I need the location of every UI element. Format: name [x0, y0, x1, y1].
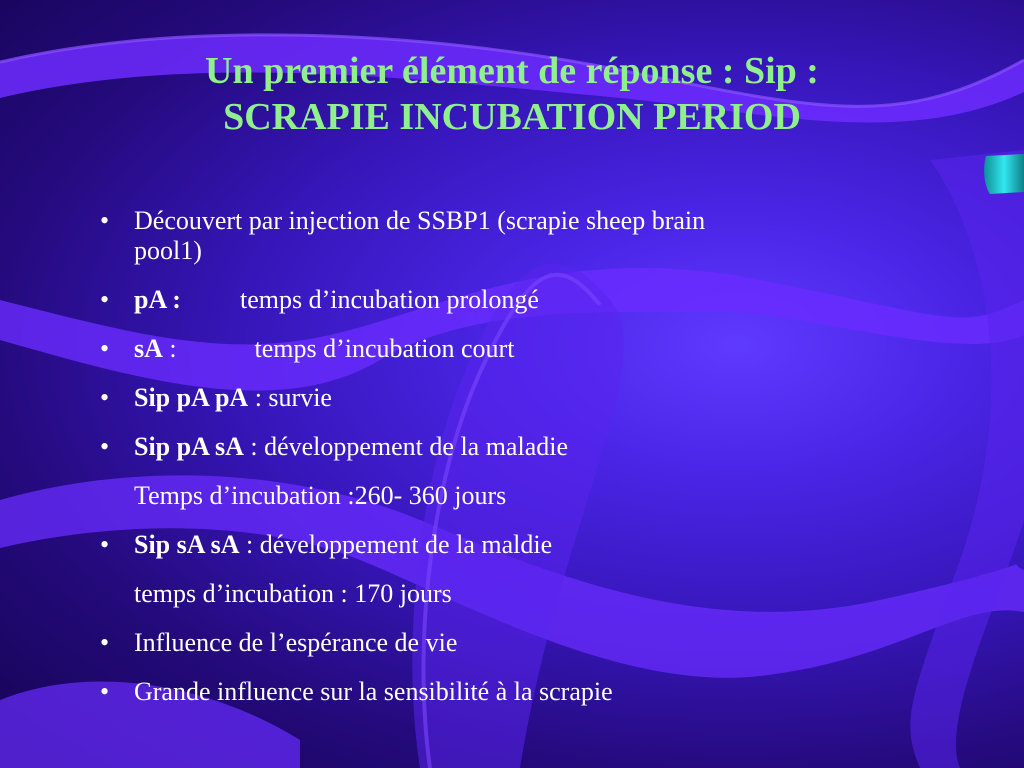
item-text: temps d’incubation court — [248, 334, 515, 363]
bullet-icon: • — [100, 383, 110, 412]
bullet-icon: • — [100, 628, 110, 657]
list-item — [96, 206, 896, 266]
item-text: Découvert par injection de SSBP1 (scrapie sheep brain — [134, 206, 706, 235]
item-separator: : — [162, 334, 177, 363]
bullet-icon: • — [100, 334, 110, 363]
title-line-2: SCRAPIE INCUBATION PERIOD — [223, 96, 801, 138]
bullet-icon: • — [100, 530, 110, 559]
bullet-icon: • — [100, 285, 110, 314]
bullet-icon: • — [100, 677, 110, 706]
item-subtext: Temps d’incubation :260- 360 jours — [134, 481, 507, 510]
list-item-subline — [96, 481, 896, 511]
list-item — [96, 334, 896, 364]
list-item — [96, 628, 896, 658]
item-term: Sip pA pA — [134, 383, 249, 412]
list-item — [96, 285, 896, 315]
item-text: : développement de la maldie — [239, 530, 553, 559]
item-text: : développement de la maladie — [243, 432, 568, 461]
list-item — [96, 383, 896, 413]
item-term: sA — [134, 334, 163, 363]
item-text: temps d’incubation prolongé — [240, 285, 539, 314]
bullet-list — [96, 206, 896, 707]
item-text-continued: pool1) — [134, 236, 202, 265]
item-term: Sip sA sA — [134, 530, 240, 559]
item-text: : survie — [248, 383, 332, 412]
item-text: Grande influence sur la sensibilité à la scrapie — [134, 677, 613, 706]
list-item — [96, 530, 896, 560]
slide-title — [0, 48, 1024, 140]
title-line-1: Un premier élément de réponse : Sip : — [205, 50, 819, 92]
list-item — [96, 677, 896, 707]
item-term: pA : — [134, 285, 181, 314]
list-item — [96, 432, 896, 462]
bullet-icon: • — [100, 206, 110, 235]
item-subtext: temps d’incubation : 170 jours — [134, 579, 452, 608]
item-term: Sip pA sA — [134, 432, 244, 461]
item-text: Influence de l’espérance de vie — [134, 628, 458, 657]
bullet-icon: • — [100, 432, 110, 461]
list-item-subline — [96, 579, 896, 609]
